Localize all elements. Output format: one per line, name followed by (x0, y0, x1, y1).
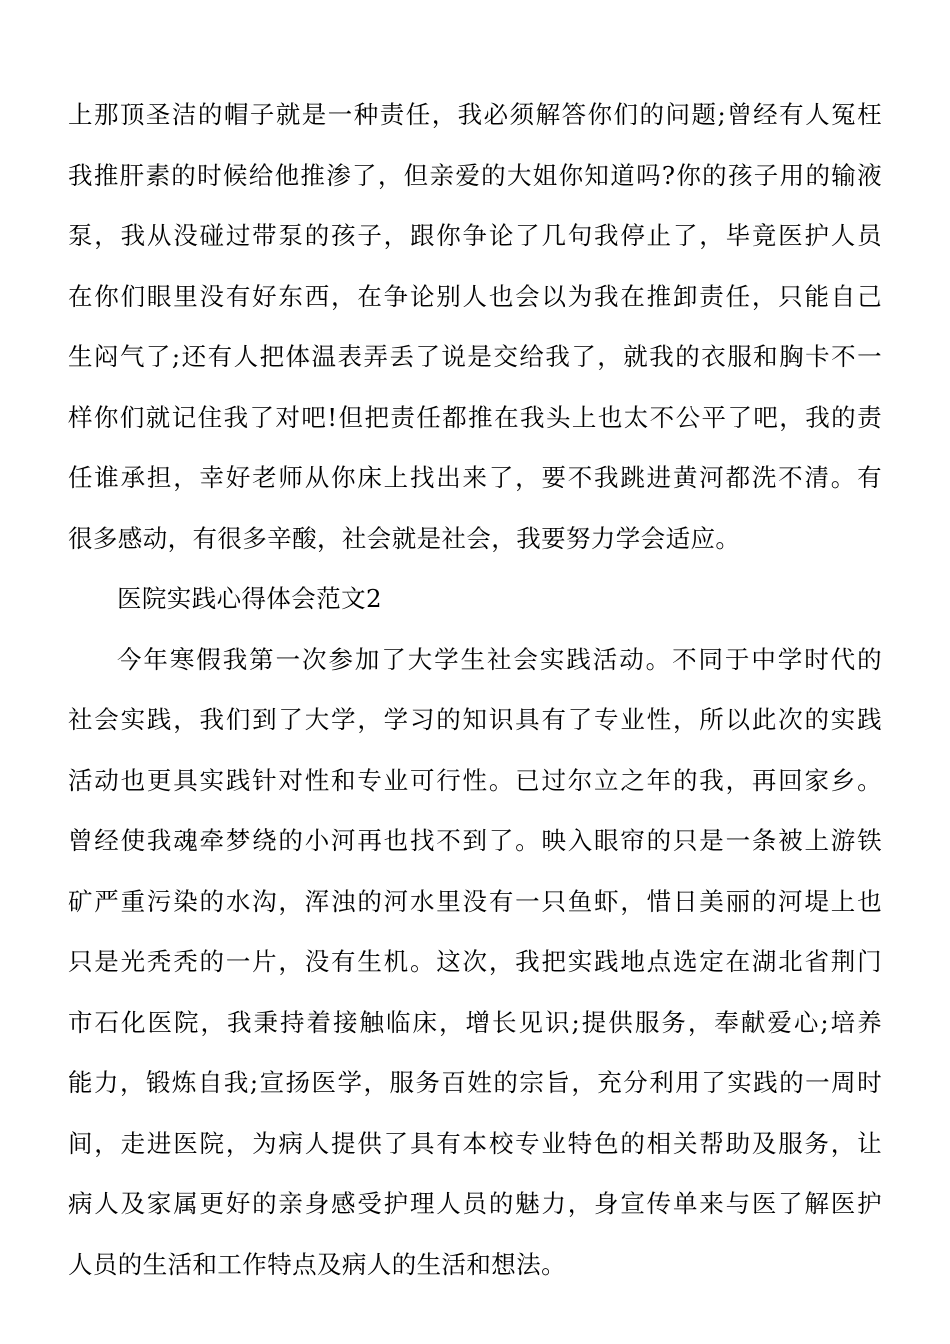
paragraph-line: 在你们眼里没有好东西，在争论别人也会以为我在推卸责任，只能自己 (68, 282, 882, 311)
paragraph-line: 样你们就记住我了对吧!但把责任都推在我头上也太不公平了吧，我的责 (68, 403, 882, 432)
paragraph-line: 矿严重污染的水沟，浑浊的河水里没有一只鱼虾，惜日美丽的河堤上也 (68, 887, 882, 916)
paragraph-line: 很多感动，有很多辛酸，社会就是社会，我要努力学会适应。 (68, 524, 741, 553)
paragraph-line: 活动也更具实践针对性和专业可行性。已过尔立之年的我，再回家乡。 (68, 766, 882, 795)
paragraph-line: 生闷气了;还有人把体温表弄丢了说是交给我了，就我的衣服和胸卡不一 (68, 342, 882, 371)
paragraph-line: 间，走进医院，为病人提供了具有本校专业特色的相关帮助及服务，让 (68, 1129, 882, 1158)
paragraph-line: 市石化医院，我秉持着接触临床，增长见识;提供服务，奉献爱心;培养 (68, 1008, 882, 1037)
paragraph-line: 社会实践，我们到了大学，学习的知识具有了专业性，所以此次的实践 (68, 705, 882, 734)
paragraph-line: 曾经使我魂牵梦绕的小河再也找不到了。映入眼帘的只是一条被上游铁 (68, 826, 882, 855)
paragraph-line: 病人及家属更好的亲身感受护理人员的魅力，身宣传单来与医了解医护 (68, 1189, 882, 1218)
paragraph-line: 今年寒假我第一次参加了大学生社会实践活动。不同于中学时代的 (117, 645, 882, 674)
paragraph-line: 我推肝素的时候给他推渗了，但亲爱的大姐你知道吗?你的孩子用的输液 (68, 161, 882, 190)
paragraph-line: 上那顶圣洁的帽子就是一种责任，我必须解答你们的问题;曾经有人冤枉 (68, 100, 882, 129)
paragraph-line: 只是光秃秃的一片，没有生机。这次，我把实践地点选定在湖北省荆门 (68, 947, 882, 976)
paragraph-line: 任谁承担，幸好老师从你床上找出来了，要不我跳进黄河都洗不清。有 (68, 463, 882, 492)
paragraph-line: 泵，我从没碰过带泵的孩子，跟你争论了几句我停止了，毕竟医护人员 (68, 221, 882, 250)
section-heading: 医院实践心得体会范文2 (117, 584, 382, 613)
paragraph-line: 能力，锻炼自我;宣扬医学，服务百姓的宗旨，充分利用了实践的一周时 (68, 1068, 882, 1097)
paragraph-line: 人员的生活和工作特点及病人的生活和想法。 (68, 1250, 566, 1279)
